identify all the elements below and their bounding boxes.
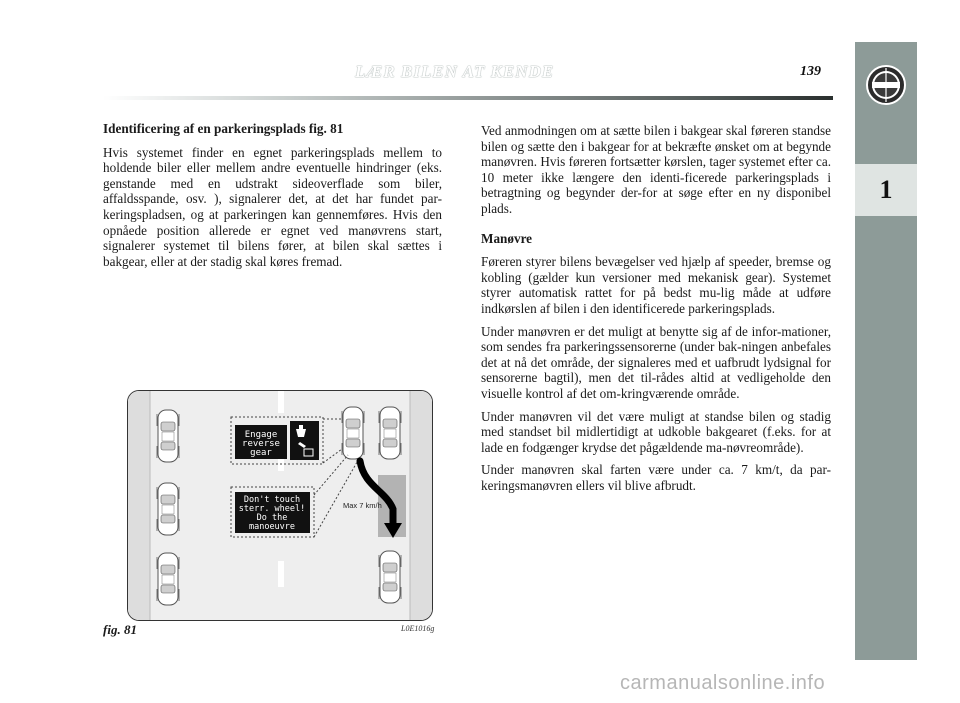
watermark: carmanualsonline.info [620,672,826,694]
section-heading-manoeuvre: Manøvre [481,230,533,246]
paragraph-reverse-request: Ved anmodningen om at sætte bilen i bakgear skal føreren standse bilen og sætte den i bakgear for at bekræfte ønsket om at begynde manøvren. Hvis føreren fortsætter kørslen, tager systemet efter ca. 10 meter ikke længere den identi-ficerede parkeringsplads i betragtning og begynder der-for at søge efter en ny disponibel plads. [481,123,831,216]
page-header-title: LÆR BILEN AT KENDE [355,62,555,81]
display2-line-4: manoeuvre [248,522,296,532]
parked-car-left-1 [157,410,179,462]
figure-caption: fig. 81 [103,622,137,637]
parked-car-right-2 [379,551,401,603]
display2-line-1: Don't touch [243,495,301,505]
parked-car-left-3 [157,553,179,605]
paragraph-sensors: Under manøvren er det muligt at benytte sig af de infor-mationer, som sendes fra parkeringssensorerne (under bak-ningen anbefales det at nå det område, der signaleres med et uafbrudt lydsignal for sensorerne bagtil), men det til-rådes altid at vedligeholde den visuelle kontrol af det om-kringværende område. [481,323,831,401]
speed-limit-label: Max 7 km/h [343,501,382,510]
figure-81-parking-diagram [127,390,433,621]
paragraph-speed-limit: Under manøvren skal farten være under ca. 7 km/t, da par-keringsmanøvren ellers vil blive afbrudt. [481,462,831,493]
page-number: 139 [800,64,821,79]
header-divider [103,96,833,100]
display2-line-2: sterr. wheel! [238,504,306,514]
display2-line-3: Do the [256,513,288,523]
display1-line-3: gear [250,448,272,458]
left-column [103,121,442,276]
parked-car-left-2 [157,483,179,535]
right-column [481,123,831,500]
figure-code: L0E1016g [401,624,435,633]
display1-line-1: Engage [244,430,278,440]
maneuvering-car [342,407,364,459]
chapter-number: 1 [855,164,917,216]
parking-illustration [128,391,432,620]
parked-car-right-1 [379,407,401,459]
paragraph-stop-vehicle: Under manøvren vil det være muligt at standse bilen og stadig med standset bil midlertidigt at udkoble bakgearet (f.eks. for at lade en fodgænger krydse det pågældende ma-nøvreområde). [481,408,831,455]
paragraph-identification: Hvis systemet finder en egnet parkeringsplads mellem to holdende biler eller mellem andre eventuelle hindringer (eks. genstande med en udstrakt sideoverflade som biler, affaldsspande, osv. ), signalerer det, at det har fundet par-keringspladsen, og at parkeringen kan gennemføres. Hvis den opnåede position allerede er egnet ved manøvrens start, signalerer systemet til bilens fører, at bilen skal sættes i bakgear, eller at der stadig skal køres fremad. [103,144,442,269]
section-heading-identification: Identificering af en parkeringsplads fig. 81 [103,121,344,136]
chapter-sidebar [855,42,917,660]
paragraph-driver-controls: Føreren styrer bilens bevægelser ved hjælp af speeder, bremse og kobling (gælder kun versioner med mekanisk gear). Systemet styrer automatisk rattet for på bedst mu-lig måde at udføre indkørslen af bilen i den identificerede parkeringsplads. [481,254,831,316]
lancia-shield-icon [865,62,907,108]
display1-line-2: reverse [242,439,280,449]
